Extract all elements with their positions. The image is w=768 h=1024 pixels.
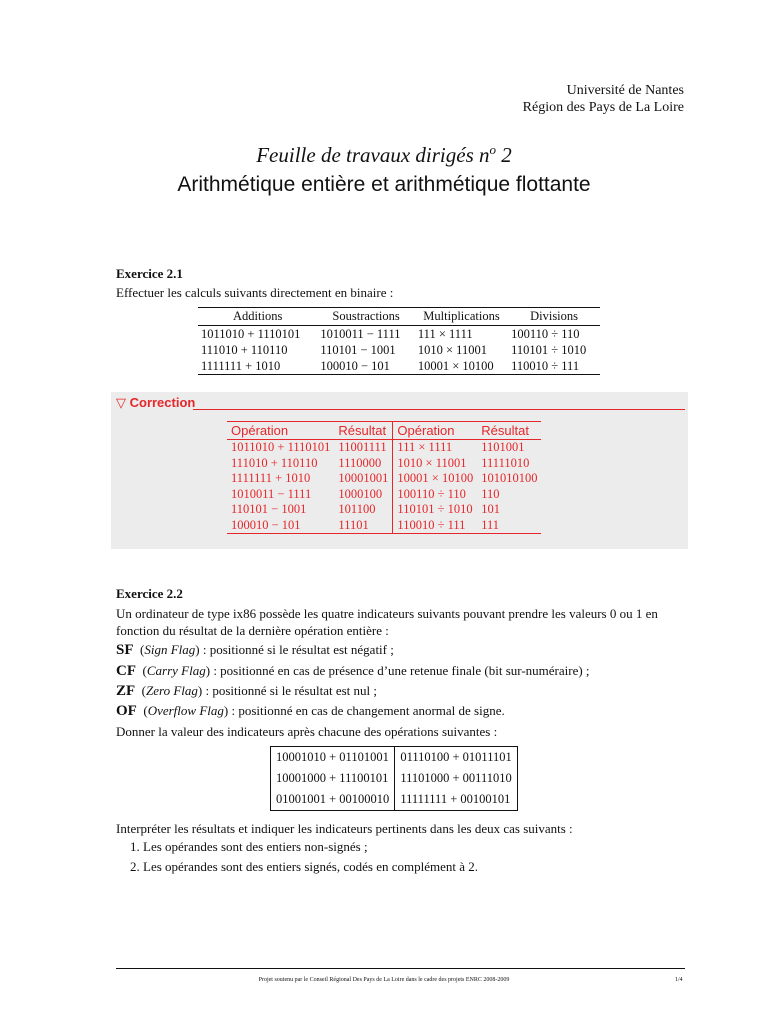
operations-table <box>270 746 518 811</box>
table-cell: 01001001 + 00100010 <box>271 789 395 811</box>
table-cell: 100010 − 101 <box>231 517 301 532</box>
table-cell: 10001001 <box>334 471 393 487</box>
table-cell: 11111111 + 00100101 <box>400 792 511 806</box>
header-resultat: Résultat <box>477 422 541 440</box>
table-cell: 100110 ÷ 110 <box>397 486 466 501</box>
table-cell: 11001111 <box>334 440 393 456</box>
table-cell: 11101 <box>334 518 393 534</box>
table-cell: 110101 − 1001 <box>320 343 396 357</box>
table-cell: 110 <box>481 486 500 501</box>
table-row <box>227 502 541 518</box>
flag-sf: SF (Sign Flag) : positionné si le résultat est négatif ; <box>116 642 394 658</box>
table-cell: 10001 × 10100 <box>417 359 494 373</box>
table-cell: 1101001 <box>481 440 525 454</box>
page-title: Feuille de travaux dirigés $n^o$ 2 <box>256 142 512 167</box>
table-cell: 1010 × 11001 <box>397 455 467 470</box>
flag-zf: ZF (Zero Flag) : positionné si le résultat est nul ; <box>116 683 378 699</box>
table-cell: 101 <box>481 502 500 516</box>
table-cell: 11111010 <box>481 455 530 470</box>
table-cell: 1010 × 11001 <box>417 343 487 357</box>
table-cell: 1010011 − 1111 <box>231 486 312 501</box>
table-cell: 111 <box>481 517 500 532</box>
table-row <box>227 471 541 487</box>
table-cell: 01110100 + 01011101 <box>400 750 512 764</box>
flag-cf: CF (Carry Flag) : positionné en cas de présence d’une retenue finale (bit sur-numéraire) ; <box>116 663 590 679</box>
table-cell: 110010 ÷ 111 <box>511 359 580 373</box>
table-cell: 10001 × 10100 <box>397 471 474 485</box>
header-multiplications: Multiplications <box>415 308 508 326</box>
table-cell: 110101 ÷ 1010 <box>397 502 473 516</box>
university-name: Université de Nantes <box>566 83 684 98</box>
table-cell: 1111111 + 1010 <box>231 471 311 485</box>
table-row <box>198 326 600 343</box>
table-row <box>271 768 518 789</box>
header-operation: Opération <box>393 422 477 440</box>
table-cell: 1011010 + 1110101 <box>201 327 301 341</box>
table-cell: 1011010 + 1110101 <box>231 440 331 454</box>
header-resultat: Résultat <box>334 422 393 440</box>
table-cell: 11101000 + 00111010 <box>400 771 512 785</box>
table-row <box>227 487 541 503</box>
flag-of: OF (Overflow Flag) : positionné en cas de changement anormal de signe. <box>116 703 505 719</box>
table-row <box>227 456 541 472</box>
table-row <box>227 440 541 456</box>
exercise-2-2-intro: Un ordinateur de type ix86 possède les quatre indicateurs suivants pouvant prendre les valeurs 0 ou 1 en fonction du résultat de la dernière opération entière : <box>116 606 658 638</box>
table-row <box>271 747 518 769</box>
table-cell: 10001000 + 11100101 <box>271 768 395 789</box>
correction-heading: ▽ Correction <box>116 395 196 410</box>
interpret-instruction: Interpréter les résultats et indiquer les indicateurs pertinents dans les deux cas suivants : <box>116 821 573 836</box>
case-item: 2. Les opérandes sont des entiers signés, codés en complément à 2. <box>130 859 479 874</box>
table-cell: 101010100 <box>481 471 538 485</box>
table-cell: 111010 + 110110 <box>201 343 288 357</box>
table-cell: 110101 − 1001 <box>231 502 307 516</box>
table-cell: 100010 − 101 <box>320 359 390 373</box>
table-header-row <box>227 422 541 440</box>
table-cell: 111 × 1111 <box>417 327 473 341</box>
table-row <box>198 342 600 358</box>
table-row <box>198 358 600 375</box>
header-operation: Opération <box>227 422 334 440</box>
table-cell: 111 × 1111 <box>397 440 453 454</box>
table-cell: 110010 ÷ 111 <box>397 517 466 532</box>
correction-rule <box>193 409 685 410</box>
exercise-2-1-title: Exercice 2.1 <box>116 266 183 281</box>
exercise-2-2-instruction: Donner la valeur des indicateurs après chacune des opérations suivantes : <box>116 724 498 739</box>
region-name: Région des Pays de La Loire <box>522 100 684 115</box>
header-divisions: Divisions <box>508 308 600 326</box>
table-cell: 1000100 <box>334 487 393 503</box>
table-cell: 1111111 + 1010 <box>201 359 281 373</box>
table-cell: 10001010 + 01101001 <box>271 747 395 769</box>
calc-table <box>198 307 600 375</box>
table-header-row <box>198 308 600 326</box>
page-number: 1/4 <box>675 977 683 983</box>
table-cell: 100110 ÷ 110 <box>511 327 580 341</box>
exercise-2-1-intro: Effectuer les calculs suivants directement en binaire : <box>116 285 394 300</box>
table-row <box>271 789 518 811</box>
table-row <box>227 518 541 534</box>
table-cell: 101100 <box>334 502 393 518</box>
correction-table <box>227 421 541 534</box>
table-cell: 111010 + 110110 <box>231 455 318 470</box>
table-cell: 110101 ÷ 1010 <box>511 343 587 357</box>
page-header <box>523 82 684 116</box>
footer-rule <box>116 968 685 969</box>
exercise-2-2-title: Exercice 2.2 <box>116 586 183 601</box>
table-cell: 1110000 <box>334 456 393 472</box>
header-soustractions: Soustractions <box>317 308 415 326</box>
case-item: 1. Les opérandes sont des entiers non-signés ; <box>130 839 368 854</box>
header-additions: Additions <box>198 308 317 326</box>
page-subtitle: Arithmétique entière et arithmétique flottante <box>177 173 591 196</box>
table-cell: 1010011 − 1111 <box>320 327 401 341</box>
footer-text: Projet soutenu par le Conseil Régional Des Pays de La Loire dans le cadre des projets ENRC 2008-2009 <box>258 977 510 983</box>
